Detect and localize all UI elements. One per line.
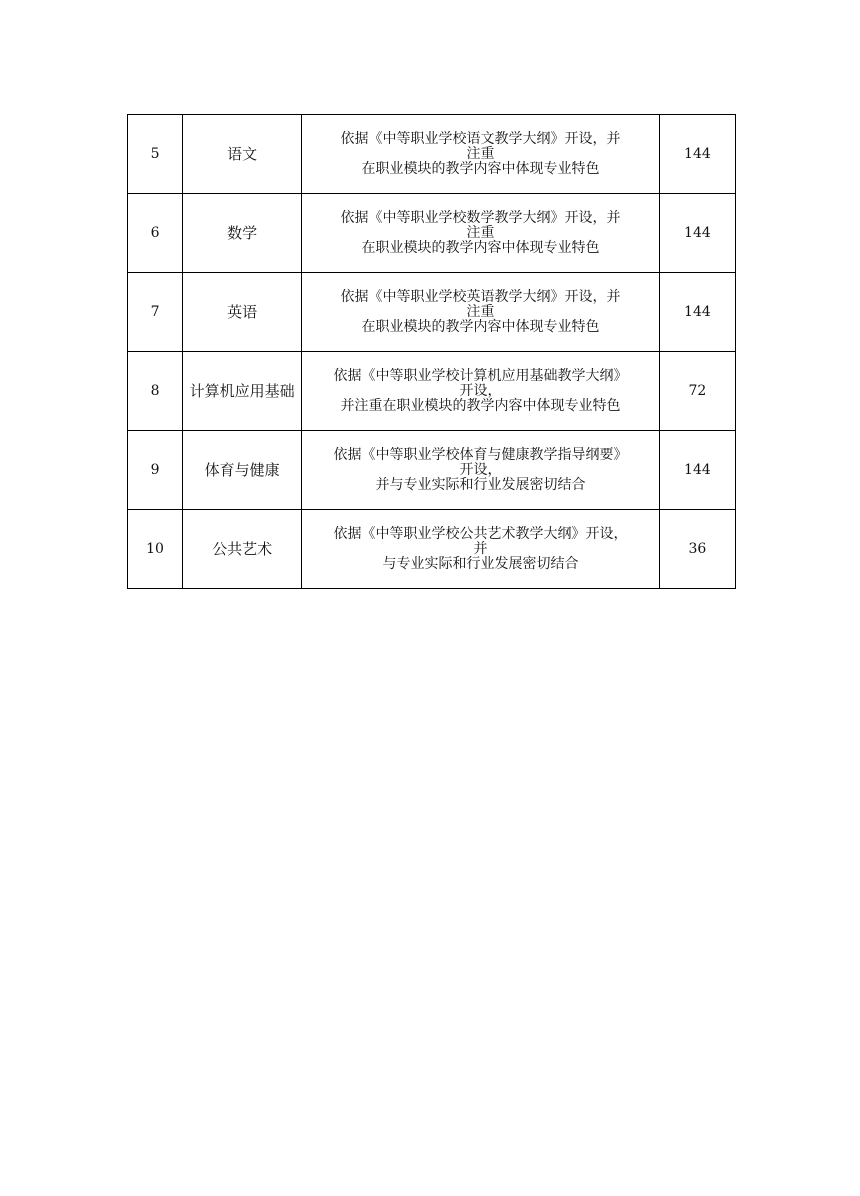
course-number: 10 [128, 510, 183, 589]
description-line: 依据《中等职业学校体育与健康教学指导纲要》 [333, 446, 628, 463]
description-line: 与专业实际和行业发展密切结合 [382, 555, 579, 572]
description-line: 依据《中等职业学校英语教学大纲》开设，并 [340, 288, 621, 305]
table-row [128, 194, 736, 273]
table-row [128, 352, 736, 431]
course-name: 语文 [183, 115, 302, 194]
description-line: 并注重在职业模块的教学内容中体现专业特色 [340, 397, 621, 414]
table-row [128, 273, 736, 352]
course-hours: 36 [659, 510, 735, 589]
description-line: 注重 [466, 303, 495, 320]
course-description [302, 510, 660, 589]
description-line: 依据《中等职业学校公共艺术教学大纲》开设， [333, 525, 628, 542]
table-row [128, 431, 736, 510]
course-name: 计算机应用基础 [183, 352, 302, 431]
course-number: 6 [128, 194, 183, 273]
description-line: 开设， [459, 382, 502, 399]
course-number: 5 [128, 115, 183, 194]
description-line: 注重 [466, 145, 495, 162]
course-hours: 144 [659, 194, 735, 273]
description-line: 并与专业实际和行业发展密切结合 [375, 476, 586, 493]
description-line: 开设， [459, 461, 502, 478]
course-description [302, 273, 660, 352]
table-row [128, 510, 736, 589]
course-number: 7 [128, 273, 183, 352]
description-line: 在职业模块的教学内容中体现专业特色 [361, 318, 600, 335]
description-line: 并 [473, 540, 488, 557]
course-description [302, 431, 660, 510]
course-hours: 144 [659, 431, 735, 510]
course-number: 9 [128, 431, 183, 510]
table-row [128, 115, 736, 194]
course-description [302, 352, 660, 431]
description-line: 在职业模块的教学内容中体现专业特色 [361, 160, 600, 177]
course-hours: 144 [659, 273, 735, 352]
description-line: 依据《中等职业学校计算机应用基础教学大纲》 [333, 367, 628, 384]
course-hours: 72 [659, 352, 735, 431]
course-name: 公共艺术 [183, 510, 302, 589]
course-name: 数学 [183, 194, 302, 273]
course-description [302, 115, 660, 194]
course-hours: 144 [659, 115, 735, 194]
description-line: 注重 [466, 224, 495, 241]
course-name: 体育与健康 [183, 431, 302, 510]
description-line: 依据《中等职业学校语文教学大纲》开设，并 [340, 130, 621, 147]
description-line: 依据《中等职业学校数学教学大纲》开设，并 [340, 209, 621, 226]
description-line: 在职业模块的教学内容中体现专业特色 [361, 239, 600, 256]
course-number: 8 [128, 352, 183, 431]
course-table [127, 114, 736, 589]
course-name: 英语 [183, 273, 302, 352]
course-description [302, 194, 660, 273]
